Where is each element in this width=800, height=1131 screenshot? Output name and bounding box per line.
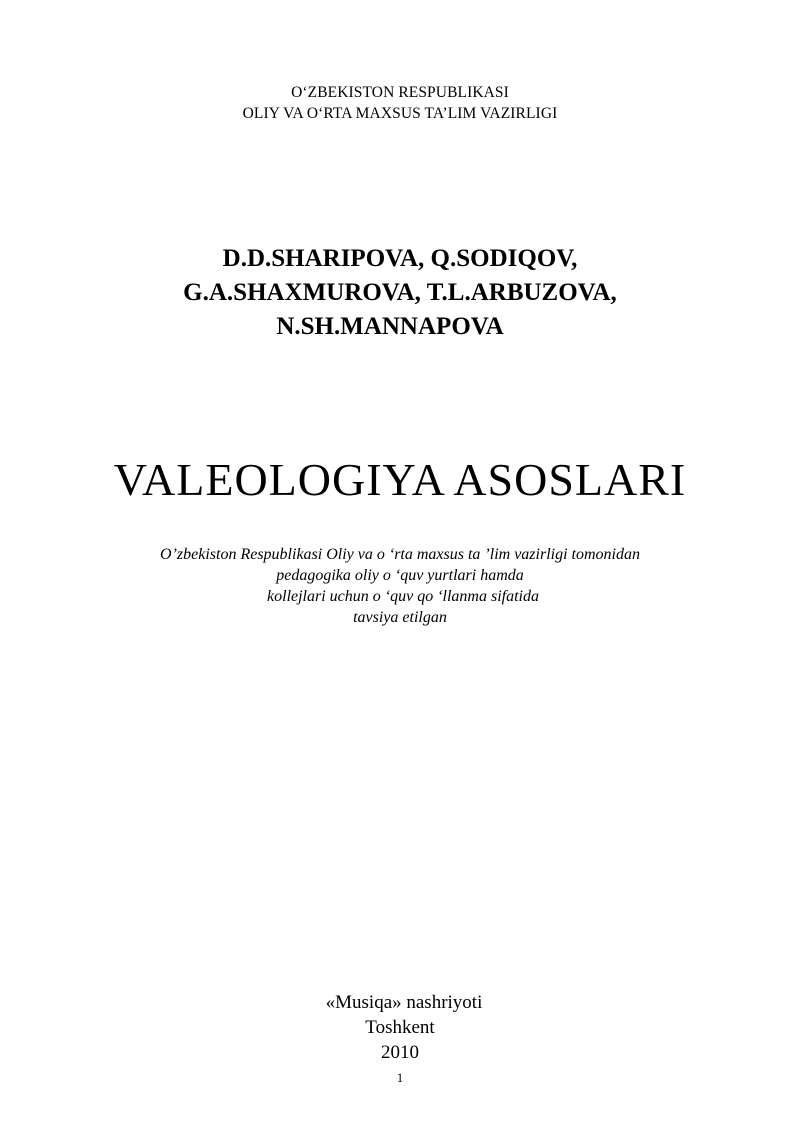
book-title: VALEOLOGIYA ASOSLARI [113, 454, 687, 505]
authors-block [0, 242, 800, 344]
authors-line-2: G.A.SHAXMUROVA, T.L.ARBUZOVA, [183, 279, 617, 306]
publisher-name: «Musiqa» nashriyoti [325, 992, 483, 1013]
ministry-header [0, 82, 800, 124]
authors-line-3: N.SH.MANNAPOVA [276, 313, 504, 340]
ministry-line-1: O‘ZBEKISTON RESPUBLIKASI [291, 84, 509, 101]
approval-line-2: pedagogika oliy o ‘quv yurtlari hamda [276, 567, 524, 584]
imprint-block [0, 990, 800, 1065]
ministry-line-2: OLIY VA O‘RTA MAXSUS TA’LIM VAZIRLIGI [242, 105, 558, 122]
approval-line-3: kollejlari uchun o ‘quv qo ‘llanma sifatida [267, 588, 539, 605]
publication-city: Toshkent [365, 1017, 435, 1038]
publication-year: 2010 [381, 1042, 419, 1063]
authors-line-1: D.D.SHARIPOVA, Q.SODIQOV, [222, 245, 578, 272]
approval-line-4: tavsiya etilgan [353, 609, 447, 626]
approval-line-1: O’zbekiston Respublikasi Oliy va o ‘rta maxsus ta ’lim vazirligi tomonidan [160, 546, 640, 563]
page-number: 1 [396, 1070, 404, 1085]
approval-note [0, 544, 800, 628]
